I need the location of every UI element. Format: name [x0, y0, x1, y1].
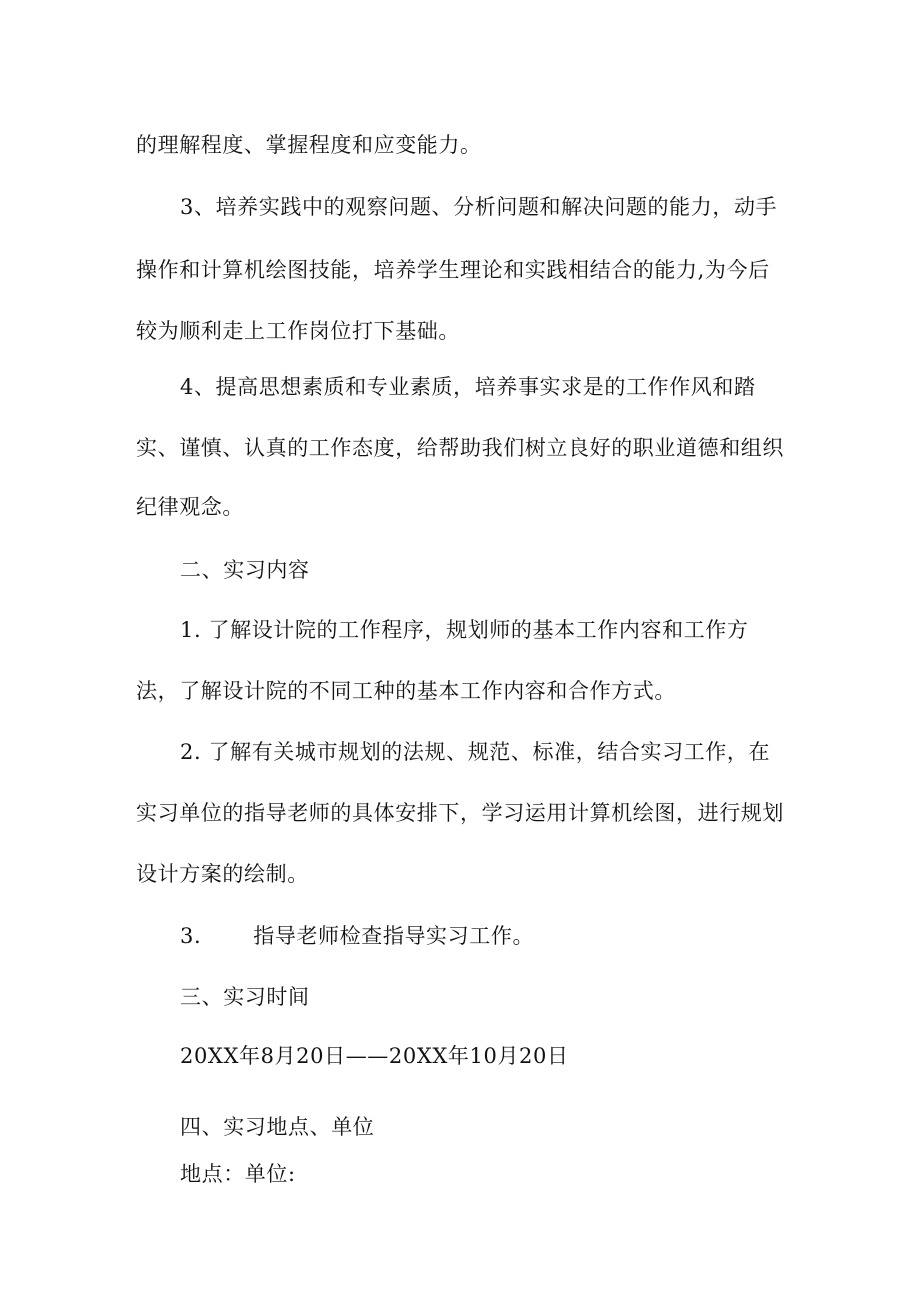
internship-time-range: 20XX年8月20日——20XX年10月20日	[180, 1044, 569, 1068]
item-3-number: 3.	[180, 924, 202, 948]
item-1-line-2: 法，了解设计院的不同工种的基本工作内容和合作方式。	[136, 679, 676, 703]
paragraph-4-line-2: 实、谨慎、认真的工作态度，给帮助我们树立良好的职业道德和组织	[136, 436, 784, 460]
paragraph-3-line-2: 操作和计算机绘图技能，培养学生理论和实践相结合的能力,为今后	[136, 258, 770, 282]
section-heading-time: 三、实习时间	[180, 985, 310, 1009]
section-heading-content: 二、实习内容	[180, 558, 310, 582]
item-2-line-2: 实习单位的指导老师的具体安排下，学习运用计算机绘图，进行规划	[136, 801, 784, 825]
paragraph-3-line-3: 较为顺利走上工作岗位打下基础。	[136, 319, 460, 343]
item-2-line-3: 设计方案的绘制。	[136, 862, 309, 886]
item-3-text: 指导老师检查指导实习工作。	[253, 924, 535, 948]
section-heading-location: 四、实习地点、单位	[180, 1115, 375, 1139]
paragraph-intro-end: 的理解程度、掌握程度和应变能力。	[136, 133, 482, 157]
item-2-line-1: 2. 了解有关城市规划的法规、规范、标准，结合实习工作，在	[180, 740, 771, 764]
item-3	[180, 921, 534, 951]
paragraph-3-line-1: 3、培养实践中的观察问题、分析问题和解决问题的能力，动手	[180, 195, 778, 219]
paragraph-4-line-3: 纪律观念。	[136, 495, 244, 519]
paragraph-4-line-1: 4、提高思想素质和专业素质，培养事实求是的工作作风和踏	[180, 375, 756, 399]
item-1-line-1: 1. 了解设计院的工作程序，规划师的基本工作内容和工作方	[180, 618, 749, 642]
location-unit-line: 地点：单位:	[180, 1162, 296, 1186]
